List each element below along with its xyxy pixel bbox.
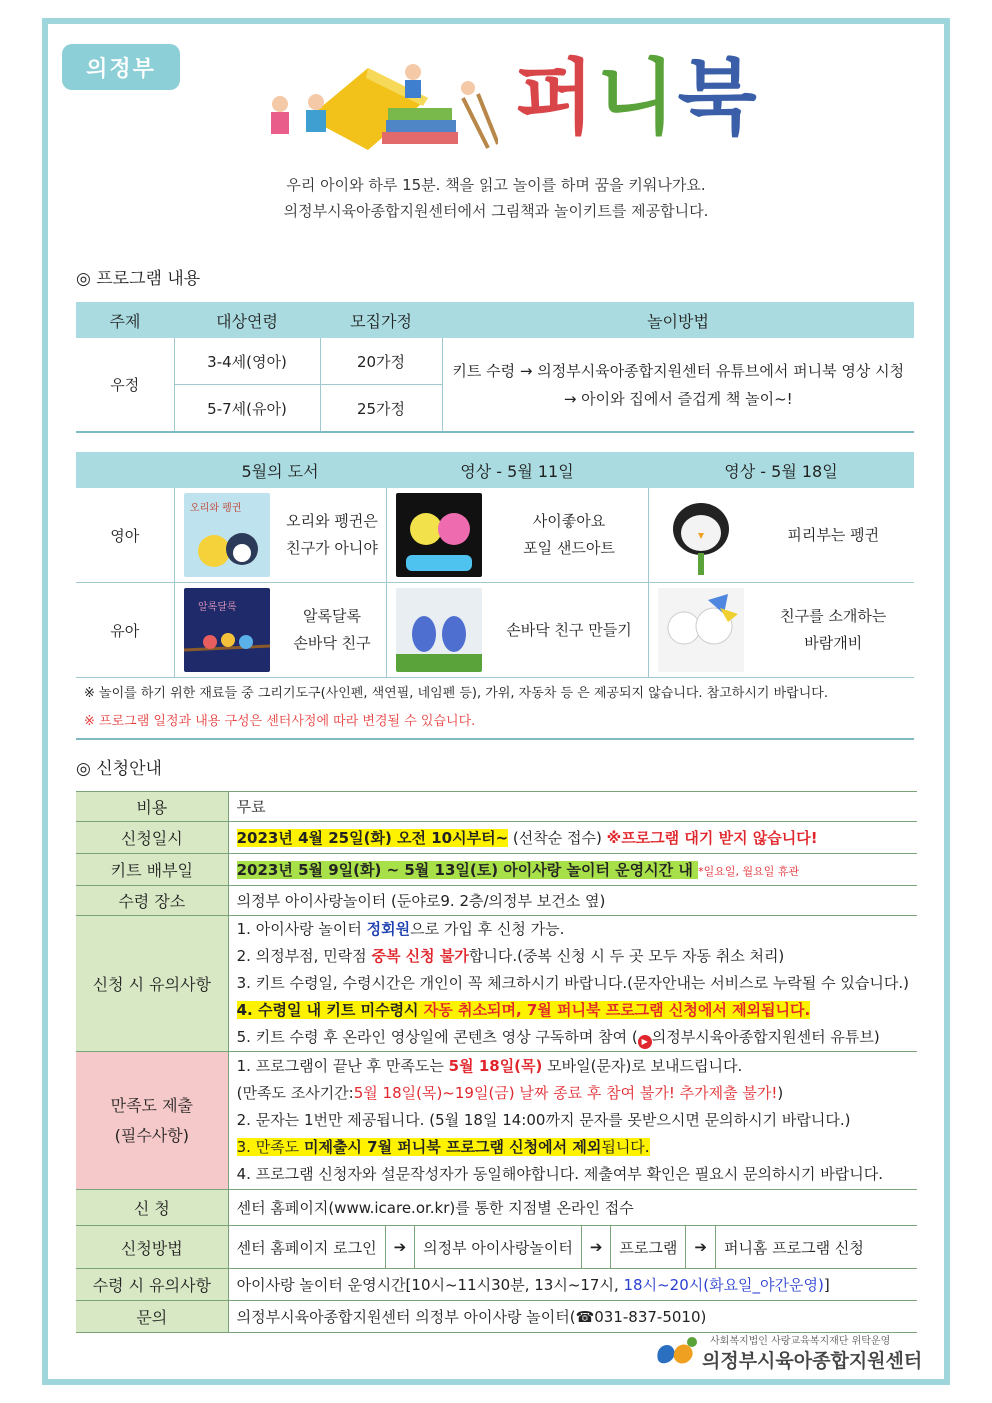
apply-table: 비용 무료 신청일시 2023년 4월 25일(화) 오전 10시부터~ (선착순 접수) ※프로그램 대기 받지 않습니다! 키트 배부일 2023년 5월 9일(화) ~ 5월 13일(토) 아이사랑 놀이터 운영시간 내 *일요일, 월요일 휴관 수령 장소 의정부 아이사랑놀이터 (둔야로9. 2층/의정부 보건소 옆) 신청 시 유의사항 1. 아이사랑 놀이터 정회원으로 가입 후 신청 가능. 2. 의정부점, 민락점 중복 신청 불가합니다.(중복 신청 시 두 곳 모두 자동 취소 처리) 3. 키트 수령일, 수령시간은 개인이 꼭 체크하시기 바랍니다.(문자안내는 서비스로 누락될 수 있습니다.) 4. 수령일 내 키트 미수령시 자동 취소되며, 7월 퍼니북 프로그램 신청에서 제외됩니다. 5. 키트 수령 후 온라인 영상일에 콘텐츠 영상 구독하며 참여 ( ▶ 의정부시육아종합지원센터 유튜브) 만족도 제출 (필수사항) 1. 프로그램이 끝난 후 만족도는 5월 18일(목) 모바일(문자)로 보내드립니다. (만족도 조사기간:5월 18일(목)~19일(금) 날짜 종료 후 참여 불가! 추가제출 불가!) 2. 문자는 1번만 제공됩니다. (5월 18일 14:00까지 문자를 못받으시면 문의하시기 바랍니다.) 3. 만족도 미제출시 7월 퍼니북 프로그램 신청에서 제외됩니다. 4. 프로그램 신청자와 설문작성자가 동일해야합니다. 제출여부 확인은 필요시 문의하시기 바랍니다. 신 청 센터 홈페이지(www.icare.or.kr)를 통한 지점별 온라인 접수 신청방법 센터 홈페이지 로그인 ➔ 의정부 아이사랑놀이터 ➔ 프로그램 ➔ 퍼니홈 프로그램 신청 수령 시 유의사항 아이사랑 놀이터 운영시간[10시~11시30분, 13시~17시, 18시~20시(화요일_야간운영)] 문의 의정부시육아종합지원센터 의정부 아이사랑 놀이터(☎031-837-5010) xyxy=(76,791,917,1333)
age-cell: 3-4세(영아) xyxy=(174,338,320,385)
topic-cell: 우정 xyxy=(76,338,174,432)
youtube-icon: ▶ xyxy=(638,1035,652,1049)
header-count: 모집가정 xyxy=(320,302,442,338)
age-cell: 5-7세(유아) xyxy=(174,385,320,433)
header-video1: 영상 - 5월 11일 xyxy=(386,452,648,488)
header-book: 5월의 도서 xyxy=(174,452,386,488)
header-method: 놀이방법 xyxy=(442,302,914,338)
book-cover-palm-friends xyxy=(184,588,270,672)
intro-text: 우리 아이와 하루 15분. 책을 읽고 놀이를 하며 꿈을 키워나가요. 의정부시육아종합지원센터에서 그림책과 놀이키트를 제공합니다. xyxy=(283,176,709,220)
section-apply-title: ◎ 신청안내 xyxy=(76,759,162,779)
penguin-craft-image xyxy=(658,493,744,577)
book-cover-duck-penguin xyxy=(184,493,270,577)
group-cell: 유아 xyxy=(76,583,174,678)
books-table: 5월의 도서 영상 - 5월 11일 영상 - 5월 18일 영아 오리와 펭귄 오리와 펭귄은 친구가 아니야 사이좋아요 포일 샌드아트 피리부는 펭귄 유아 알록달록 알록달록 손바닥 친구 손바닥 친구 만들기 친구를 소개하는 바람개비 xyxy=(76,452,914,678)
count-cell: 20가정 xyxy=(320,338,442,385)
count-cell: 25가정 xyxy=(320,385,442,433)
svg-text:알록달록: 알록달록 xyxy=(197,602,237,613)
program-notes: ※ 놀이를 하기 위한 재료들 중 그리기도구(사인펜, 색연필, 네임펜 등), 가위, 자동차 등 은 제공되지 않습니다. 참고하시기 바랍니다. ※ 프로그램 일정과 내용 구성은 센터사정에 따라 변경될 수 있습니다. xyxy=(76,680,914,740)
svg-text:오리와 펭귄: 오리와 펭귄 xyxy=(189,503,241,514)
header-topic: 주제 xyxy=(76,302,174,338)
region-badge: 의정부 xyxy=(62,44,180,90)
section-program-title: ◎ 프로그램 내용 xyxy=(76,269,201,289)
center-logo-icon xyxy=(652,1332,700,1372)
foil-sandart-image xyxy=(396,493,482,577)
program-title: 퍼니북 xyxy=(515,51,759,146)
handprint-craft-image xyxy=(396,588,482,672)
program-table xyxy=(76,302,914,433)
method-cell: 키트 수령 → 의정부시육아종합지원센터 유튜브에서 퍼니북 영상 시청 → 아이와 집에서 즐겁게 책 놀이~! xyxy=(442,338,914,432)
group-cell: 영아 xyxy=(76,488,174,583)
header-video2: 영상 - 5월 18일 xyxy=(648,452,914,488)
header-age: 대상연령 xyxy=(174,302,320,338)
pinwheel-craft-image xyxy=(658,588,744,672)
center-logo: 사회복지법인 사랑교육복지재단 위탁운영 의정부시육아종합지원센터 xyxy=(652,1332,914,1374)
children-book-illustration xyxy=(258,58,498,154)
